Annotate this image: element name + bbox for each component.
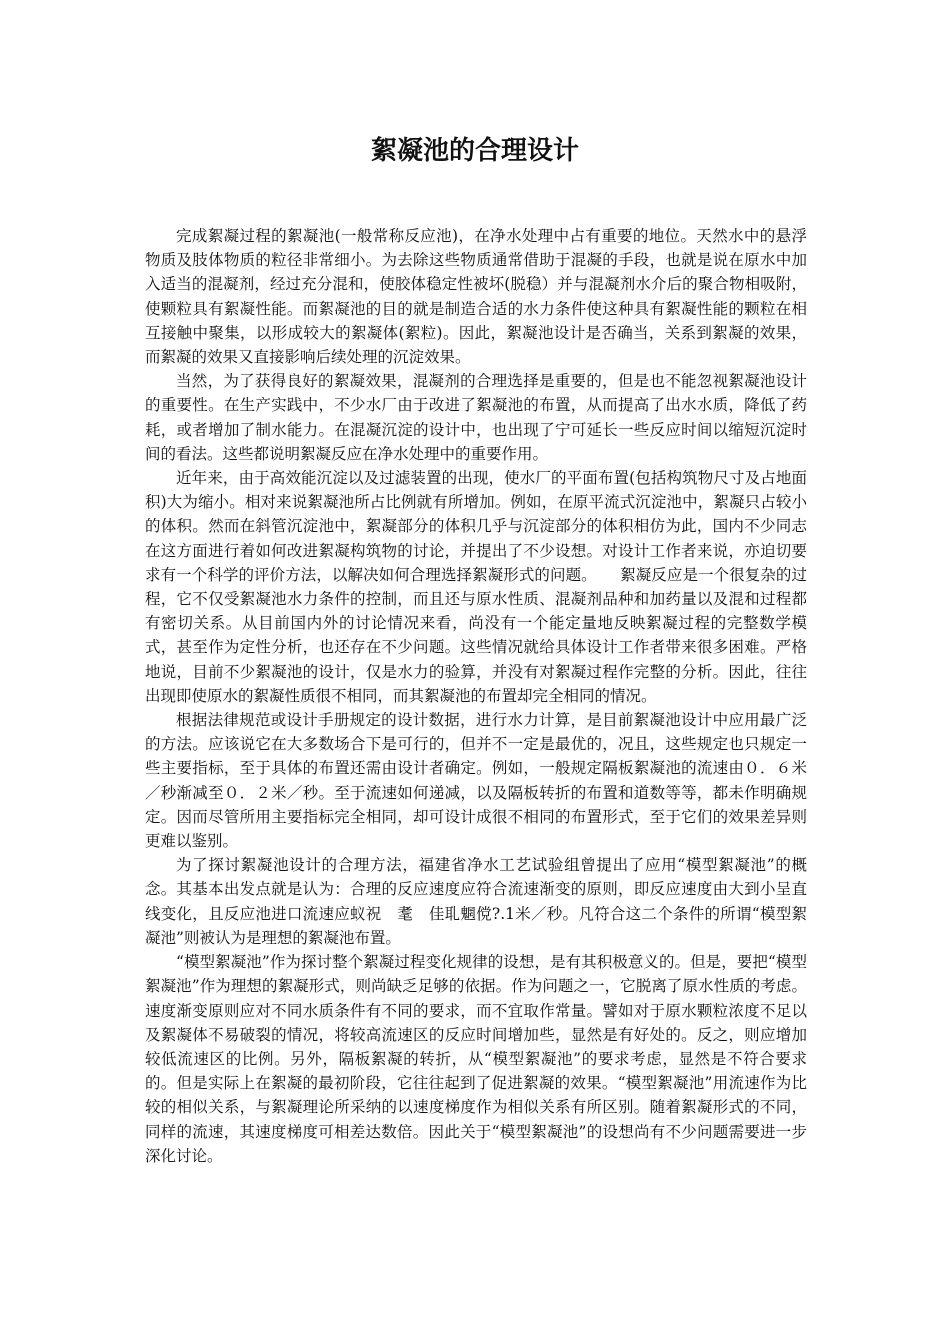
paragraph-4: 根据法律规范或设计手册规定的设计数据，进行水力计算，是目前絮凝池设计中应用最广泛的方法。应该说它在大多数场合下是可行的，但并不一定是最优的，况且，这些规定也只规定一些主要指标，至于具体的布置还需由设计者确定。例如，一般规定隔板絮凝池的流速由０．６米／秒渐减至０．２米／秒。至于流速如何递减，以及隔板转折的布置和道数等等，都未作明确规定。因而尽管所用主要指标完全相同，却可设计成很不相同的布置形式，至于它们的效果差异则更难以鉴别。 <box>145 711 807 851</box>
paragraph-1: 完成絮凝过程的絮凝池(一般常称反应池)，在净水处理中占有重要的地位。天然水中的悬浮物质及肢体物质的粒径非常细小。为去除这些物质通常借助于混凝的手段，也就是说在原水中加入适当的混凝剂，经过充分混和，使胶体稳定性被坏(脱稳）并与混凝剂水介后的聚合物相吸附，使颗粒具有絮凝性能。而絮凝池的目的就是制造合适的水力条件使这种具有絮凝性能的颗粒在相互接触中聚集，以形成较大的絮凝体(絮粒)。因此，絮凝池设计是否确当，关系到絮凝的效果，而絮凝的效果又直接影响后续处理的沉淀效果。 <box>145 227 807 367</box>
document-body <box>145 224 807 1168</box>
paragraph-6: “模型絮凝池”作为探讨整个絮凝过程变化规律的设想，是有其积极意义的。但是，要把“模型絮凝池”作为理想的絮凝形式，则尚缺乏足够的依据。作为问题之一，它脱离了原水性质的考虑。速度渐变原则应对不同水质条件有不同的要求，而不宜取作常量。譬如对于原水颗粒浓度不足以及絮凝体不易破裂的情况，将较高流速区的反应时间增加些，显然是有好处的。反之，则应增加较低流速区的比例。另外，隔板絮凝的转折，从“模型絮凝池”的要求考虑，显然是不符合要求的。但是实际上在絮凝的最初阶段，它往往起到了促进絮凝的效果。“模型絮凝池”用流速作为比较的相似关系，与絮凝理论所采纳的以速度梯度作为相似关系有所区别。随着絮凝形式的不同，同样的流速，其速度梯度可相差达数倍。因此关于“模型絮凝池”的设想尚有不少问题需要进一步深化讨论。 <box>145 953 807 1165</box>
paragraph-5: 为了探讨絮凝池设计的合理方法，福建省净水工艺试验组曾提出了应用“模型絮凝池”的概念。其基本出发点就是认为：合理的反应速度应符合流速渐变的原则，即反应速度由大到小呈直线变化，且反应池进口流速应蚁祝 耄 佳耴魍傥?.1米／秒。凡符合这二个条件的所谓“模型絮凝池”则被认为是理想的絮凝池布置。 <box>145 856 807 947</box>
paragraph-2: 当然，为了获得良好的絮凝效果，混凝剂的合理选择是重要的，但是也不能忽视絮凝池设计的重要性。在生产实践中，不少水厂由于改进了絮凝池的布置，从而提高了出水水质，降低了药耗，或者增加了制水能力。在混凝沉淀的设计中，也出现了宁可延长一些反应时间以缩短沉淀时间的看法。这些都说明絮凝反应在净水处理中的重要作用。 <box>145 372 807 463</box>
paragraph-3: 近年来，由于高效能沉淀以及过滤装置的出现，使水厂的平面布置(包括构筑物尺寸及占地面积)大为缩小。相对来说絮凝池所占比例就有所增加。例如，在原平流式沉淀池中，絮凝只占较小的体积。然而在斜管沉淀池中，絮凝部分的体积几乎与沉淀部分的体积相仿为此，国内不少同志在这方面进行着如何改进絮凝构筑物的讨论，并提出了不少设想。对设计工作者来说，亦迫切要求有一个科学的评价方法，以解决如何合理选择絮凝形式的问题。 絮凝反应是一个很复杂的过程，它不仅受絮凝池水力条件的控制，而且还与原水性质、混凝剂品种和加药量以及混和过程都有密切关系。从目前国内外的讨论情况来看，尚没有一个能定量地反映絮凝过程的完整数学模式，甚至作为定性分析，也还存在不少问题。这些情况就给具体设计工作者带来很多困难。严格地说，目前不少絮凝池的设计，仅是水力的验算，并没有对絮凝过程作完整的分析。因此，往往出现即使原水的絮凝性质很不相同，而其絮凝池的布置却完全相同的情况。 <box>145 469 807 705</box>
document-title: 絮凝池的合理设计 <box>370 136 579 166</box>
